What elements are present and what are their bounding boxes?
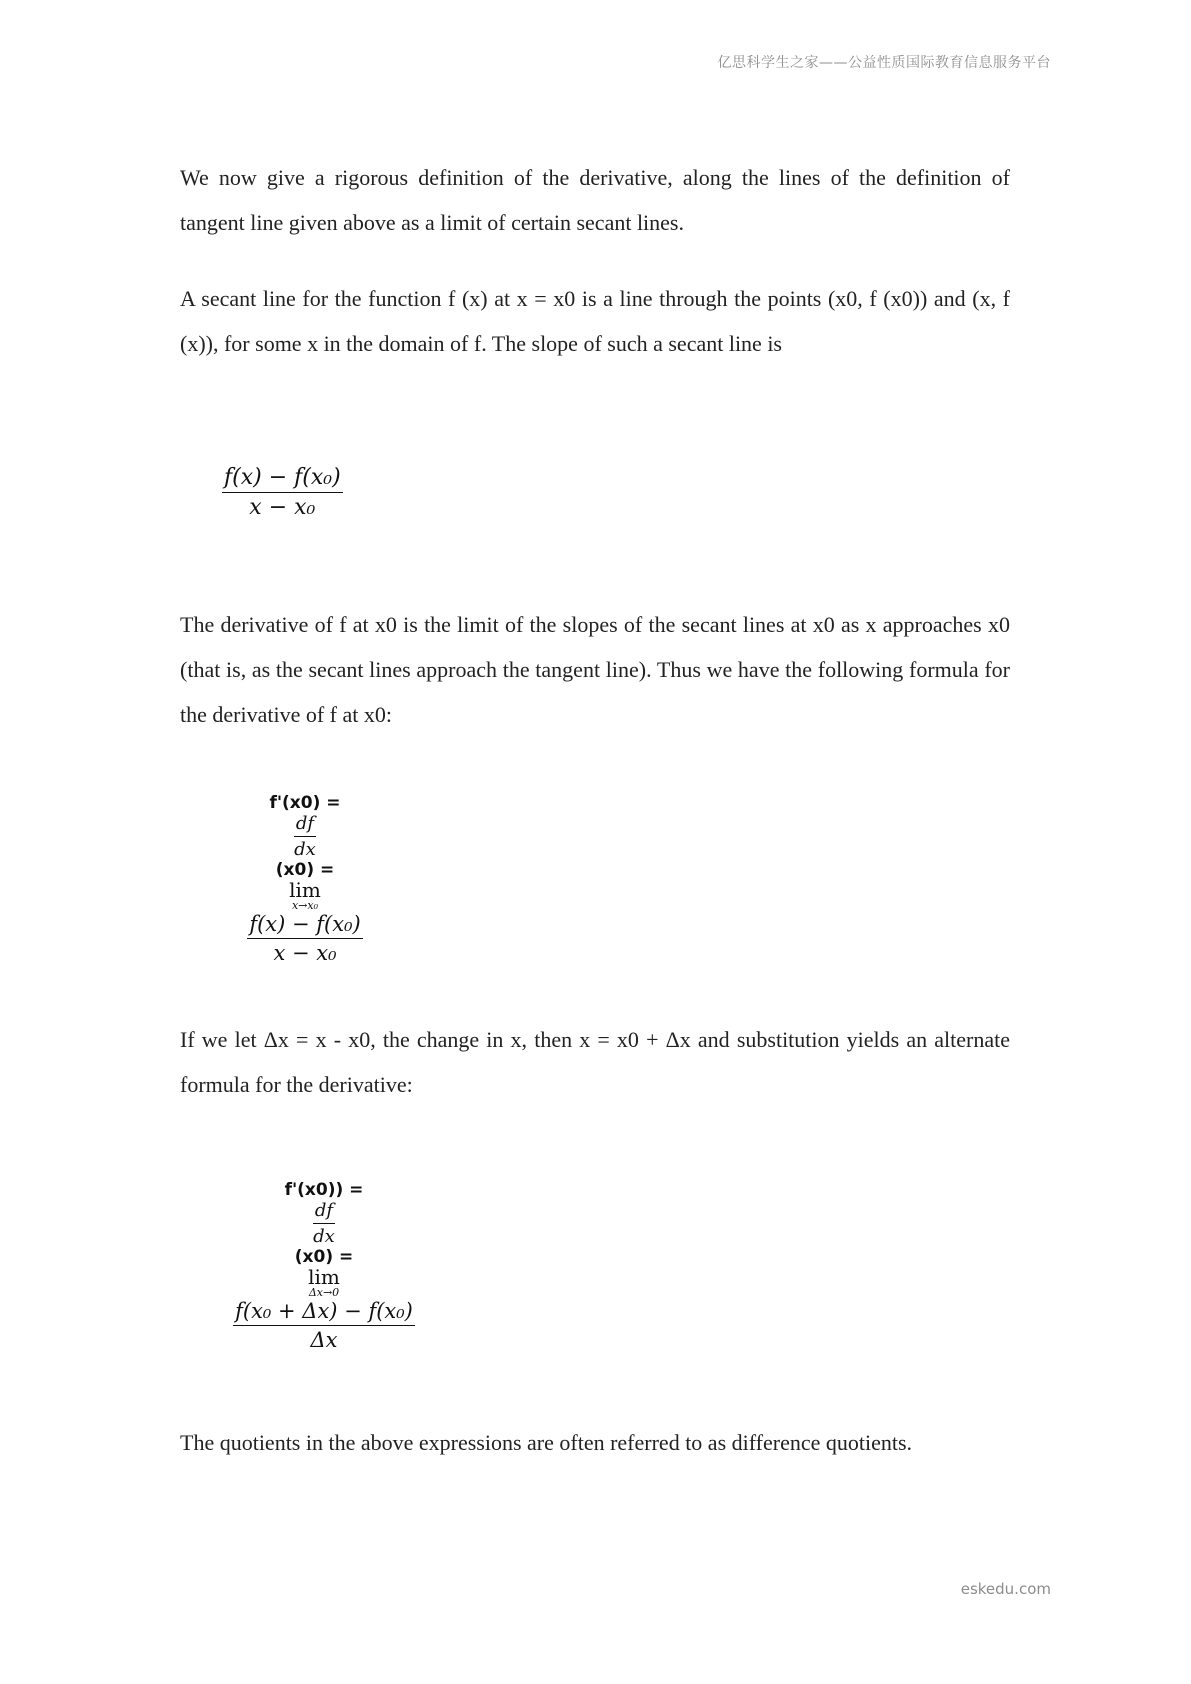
formula3-lim-subscript: Δx→0: [308, 1286, 340, 1299]
formula-secant-slope: [222, 465, 343, 520]
formula2-dx: dx: [294, 839, 316, 860]
paragraph-secant-line: A secant line for the function f (x) at x = x0 is a line through the points (x0, f (x0)) and (x, f (x)), for some x in the domain of f. The slope of such a secant line is: [180, 286, 1010, 356]
formula2-df: df: [294, 813, 316, 837]
formula2-denominator: x − x₀: [273, 941, 337, 965]
paragraph-derivative-intro: We now give a rigorous definition of the derivative, along the lines of the definition of tangent line given above as a limit of certain secant lines.: [180, 165, 1010, 235]
formula3-numerator: f(x₀ + Δx) − f(x₀): [233, 1299, 415, 1326]
header-site-title: 亿思科学生之家——公益性质国际教育信息服务平台: [717, 55, 1051, 71]
formula2-numerator: f(x) − f(x₀): [247, 912, 362, 939]
formula-derivative-alternate: [214, 1180, 434, 1352]
formula3-df: df: [313, 1200, 335, 1224]
formula2-point-label: (x0) =: [275, 860, 335, 880]
formula3-dx: dx: [313, 1226, 335, 1247]
formula3-point-label: (x0) =: [294, 1247, 354, 1267]
formula3-lim: lim: [308, 1265, 340, 1289]
formula-derivative-definition: [230, 793, 380, 965]
paragraph-derivative-limit: The derivative of f at x0 is the limit of the slopes of the secant lines at x0 as x approaches x0 (that is, as the secant lines approach the tangent line). Thus we have the following formula for the derivative of f at x0:: [180, 612, 1010, 727]
paragraph-difference-quotients: The quotients in the above expressions are often referred to as difference quotients.: [180, 1430, 913, 1455]
formula-secant-denominator: x − x₀: [249, 495, 316, 520]
formula2-prime-label: f'(x0) =: [269, 793, 341, 813]
paragraph-delta-substitution: If we let Δx = x - x0, the change in x, then x = x0 + Δx and substitution yields an alternate formula for the derivative:: [180, 1027, 1010, 1097]
formula3-denominator: Δx: [310, 1328, 338, 1352]
formula-secant-numerator: f(x) − f(x₀): [222, 465, 343, 493]
footer-site-url: eskedu.com: [960, 1580, 1051, 1598]
formula3-prime-label: f'(x0)) =: [284, 1180, 364, 1200]
formula2-lim-subscript: x→x₀: [291, 899, 319, 912]
formula2-lim: lim: [289, 878, 321, 902]
